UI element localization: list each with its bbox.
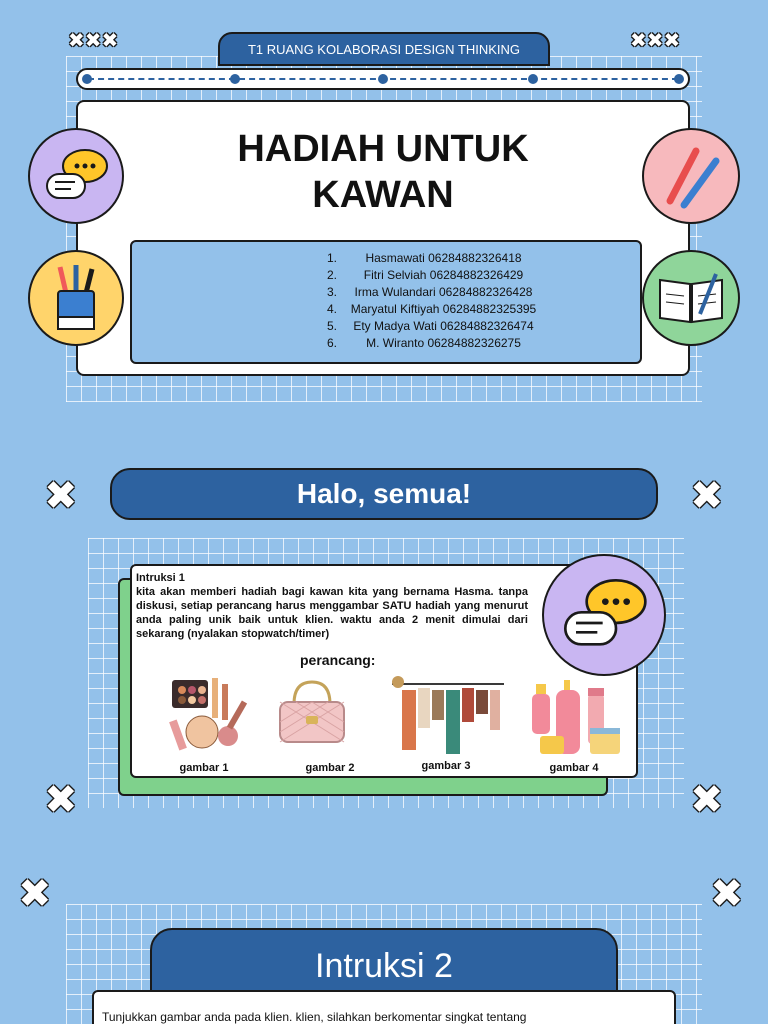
instruction-heading: Intruksi 1 [136, 572, 185, 584]
image-label: gambar 1 [179, 762, 229, 774]
makeup-icon [162, 670, 252, 760]
slide1-title: HADIAH UNTUK KAWAN [237, 128, 529, 216]
clothes-rack-icon [388, 676, 508, 756]
cross-decoration-icon: ✖ [690, 473, 724, 519]
list-item: 1. Hasmawati 06284882326418 [327, 251, 522, 265]
slide3-card [92, 990, 676, 1024]
slide2-title: Halo, semua! [296, 478, 472, 509]
cross-decoration-icon: ✖ [44, 473, 78, 519]
pencil-cup-icon [28, 250, 124, 346]
list-item: 5. Ety Madya Wati 06284882326474 [327, 319, 534, 333]
list-item: 2. Fitri Selviah 06284882326429 [327, 268, 524, 282]
slide3-title: Intruksi 2 [315, 946, 453, 985]
members-list [130, 240, 642, 364]
slide1-header-banner [218, 32, 550, 66]
timeline-dot [378, 74, 388, 84]
slide1-timeline-bar [76, 68, 690, 90]
slide2-title-banner [110, 468, 658, 520]
cross-decoration-icon: ✖ [710, 871, 744, 917]
list-item: 3. Irma Wulandari 06284882326428 [327, 285, 533, 299]
chat-bubbles-icon [28, 128, 124, 224]
cross-decoration-icon: ✖ [690, 777, 724, 823]
slide1-main-card [76, 100, 690, 376]
timeline-dot [230, 74, 240, 84]
cosmetics-bottles-icon [528, 674, 624, 758]
pen-pencil-icon [642, 128, 740, 224]
list-item: 4. Maryatul Kiftiyah 06284882325395 [327, 302, 537, 316]
perancang-label: perancang: [300, 652, 376, 668]
cross-decoration-icon: ✖✖✖ [68, 28, 119, 52]
image-label: gambar 2 [305, 762, 355, 774]
image-label: gambar 3 [421, 760, 471, 772]
timeline-dot [82, 74, 92, 84]
chat-bubbles-icon [542, 554, 666, 676]
list-item: 6. M. Wiranto 06284882326275 [327, 336, 521, 350]
timeline-dot [674, 74, 684, 84]
handbag-icon [270, 678, 354, 748]
slide1-header-text: T1 RUANG KOLABORASI DESIGN THINKING [247, 41, 521, 57]
image-label: gambar 4 [549, 762, 599, 774]
timeline-dot [528, 74, 538, 84]
notebook-icon [642, 250, 740, 346]
slide3-body: Tunjukkan gambar anda pada klien. klien, silahkan berkomentar singkat tentang [102, 1010, 527, 1024]
cross-decoration-icon: ✖✖✖ [630, 28, 681, 52]
cross-decoration-icon: ✖ [44, 777, 78, 823]
instruction-body: kita akan memberi hadiah bagi kawan kita yang bernama Hasma. tanpa diskusi, setiap perancang harus menggambar SATU hadiah yang menurut anda paling unik baik untuk klien. waktu anda 2 menit dimulai dari sekarang (nyalakan stopwatch/timer) [136, 586, 528, 640]
cross-decoration-icon: ✖ [18, 871, 52, 917]
